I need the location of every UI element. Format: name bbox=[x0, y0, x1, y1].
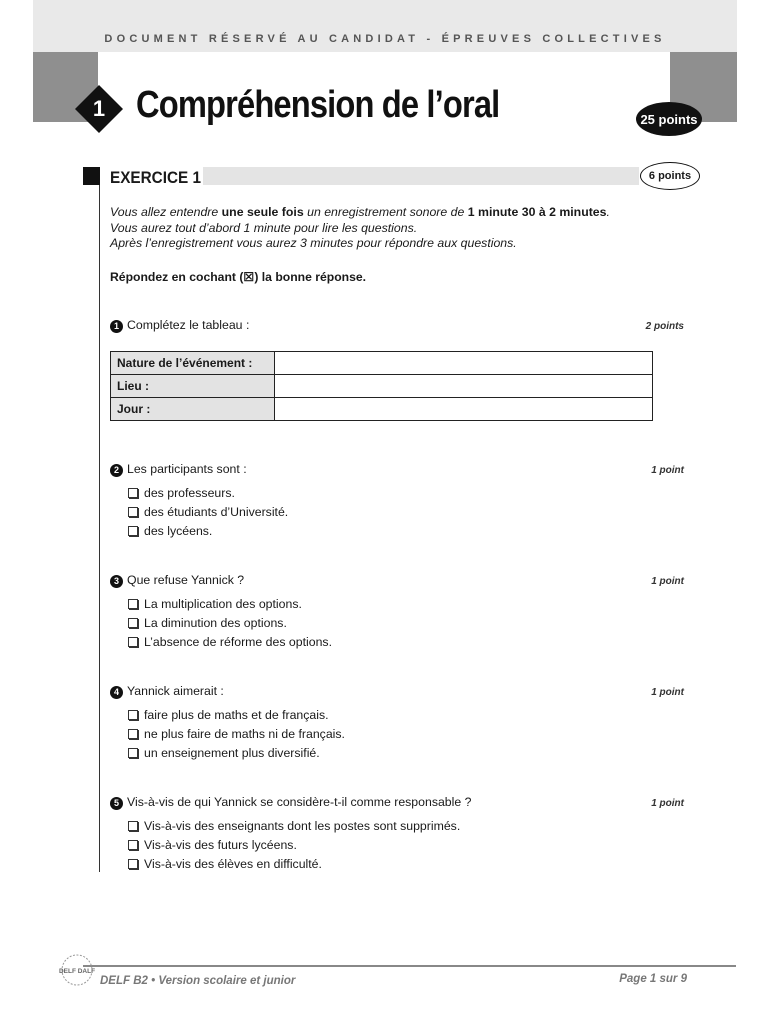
footer-rule bbox=[83, 965, 736, 967]
question-text: Que refuse Yannick ? bbox=[127, 573, 245, 587]
table-label: Nature de l’événement : bbox=[111, 352, 275, 375]
answer-option[interactable]: des étudiants d’Université. bbox=[128, 505, 288, 519]
section-number-badge bbox=[74, 84, 124, 134]
checkbox-icon[interactable] bbox=[128, 637, 138, 647]
document-banner: DOCUMENT RÉSERVÉ AU CANDIDAT - ÉPREUVES COLLECTIVES bbox=[104, 33, 666, 45]
answer-option[interactable]: un enseignement plus diversifié. bbox=[128, 746, 320, 760]
exercise-points: 6 points bbox=[648, 170, 692, 182]
question-text: Yannick aimerait : bbox=[127, 684, 224, 698]
question-number-badge: 2 bbox=[110, 464, 123, 477]
question-2 bbox=[110, 462, 247, 477]
question-3-points: 1 point bbox=[651, 576, 684, 587]
logo-text: DELF DALF bbox=[58, 968, 96, 975]
answer-table bbox=[110, 351, 653, 421]
table-label: Lieu : bbox=[111, 375, 275, 398]
answer-field-lieu[interactable] bbox=[275, 375, 653, 398]
section-number: 1 bbox=[92, 96, 106, 121]
checkbox-icon[interactable] bbox=[128, 729, 138, 739]
footer-exam-label: DELF B2 • Version scolaire et junior bbox=[100, 975, 296, 987]
answer-option[interactable]: La multiplication des options. bbox=[128, 597, 302, 611]
checkbox-icon[interactable] bbox=[128, 526, 138, 536]
exercise-points-badge bbox=[640, 162, 700, 190]
exercise-title: EXERCICE 1 bbox=[110, 168, 201, 187]
answer-field-nature[interactable] bbox=[275, 352, 653, 375]
checkbox-icon[interactable] bbox=[128, 488, 138, 498]
answer-option[interactable]: Vis-à-vis des futurs lycéens. bbox=[128, 838, 297, 852]
answer-option[interactable]: des professeurs. bbox=[128, 486, 235, 500]
question-4 bbox=[110, 684, 224, 699]
exercise-marker bbox=[83, 167, 100, 185]
delf-dalf-logo-icon bbox=[58, 952, 96, 988]
question-number-badge: 4 bbox=[110, 686, 123, 699]
answer-option[interactable]: L’absence de réforme des options. bbox=[128, 635, 332, 649]
checkbox-icon[interactable] bbox=[128, 859, 138, 869]
checkbox-icon[interactable] bbox=[128, 599, 138, 609]
checkbox-icon[interactable] bbox=[128, 507, 138, 517]
table-row bbox=[111, 398, 653, 421]
question-number-badge: 5 bbox=[110, 797, 123, 810]
answer-option[interactable]: Vis-à-vis des enseignants dont les postes sont supprimés. bbox=[128, 819, 460, 833]
question-text: Les participants sont : bbox=[127, 462, 247, 476]
question-4-points: 1 point bbox=[651, 687, 684, 698]
question-1-points: 2 points bbox=[645, 321, 684, 332]
checkbox-icon[interactable] bbox=[128, 840, 138, 850]
checkbox-icon[interactable] bbox=[128, 821, 138, 831]
margin-rule bbox=[99, 185, 100, 872]
question-text: Vis-à-vis de qui Yannick se considère-t-il comme responsable ? bbox=[127, 795, 472, 809]
question-2-points: 1 point bbox=[651, 465, 684, 476]
answer-option[interactable]: Vis-à-vis des élèves en difficulté. bbox=[128, 857, 322, 871]
question-1 bbox=[110, 318, 249, 333]
answer-option[interactable]: ne plus faire de maths ni de français. bbox=[128, 727, 345, 741]
question-5 bbox=[110, 795, 471, 810]
table-row bbox=[111, 375, 653, 398]
answer-field-jour[interactable] bbox=[275, 398, 653, 421]
question-3 bbox=[110, 573, 244, 588]
checkbox-icon[interactable] bbox=[128, 748, 138, 758]
section-points-badge bbox=[636, 102, 702, 136]
checkbox-icon[interactable] bbox=[128, 618, 138, 628]
checkbox-icon[interactable] bbox=[128, 710, 138, 720]
page-number: Page 1 sur 9 bbox=[619, 973, 687, 985]
section-points: 25 points bbox=[640, 111, 698, 127]
table-row bbox=[111, 352, 653, 375]
exercise-instruction: Répondez en cochant (☒) la bonne réponse. bbox=[110, 270, 367, 284]
exercise-title-bar bbox=[203, 167, 639, 185]
question-number-badge: 1 bbox=[110, 320, 123, 333]
exercise-intro: Vous allez entendre une seule fois un enregistrement sonore de 1 minute 30 à 2 minutes. Vous aurez tout d’abord 1 minute pour lire les questions. Après l’enregistrement vous aurez 3 minutes pour répondre aux questions. bbox=[110, 205, 610, 250]
answer-option[interactable]: La diminution des options. bbox=[128, 616, 287, 630]
table-label: Jour : bbox=[111, 398, 275, 421]
question-5-points: 1 point bbox=[651, 798, 684, 809]
answer-option[interactable]: faire plus de maths et de français. bbox=[128, 708, 329, 722]
question-text: Complétez le tableau : bbox=[127, 318, 250, 332]
section-title: Compréhension de l’oral bbox=[136, 84, 500, 126]
question-number-badge: 3 bbox=[110, 575, 123, 588]
answer-option[interactable]: des lycéens. bbox=[128, 524, 212, 538]
